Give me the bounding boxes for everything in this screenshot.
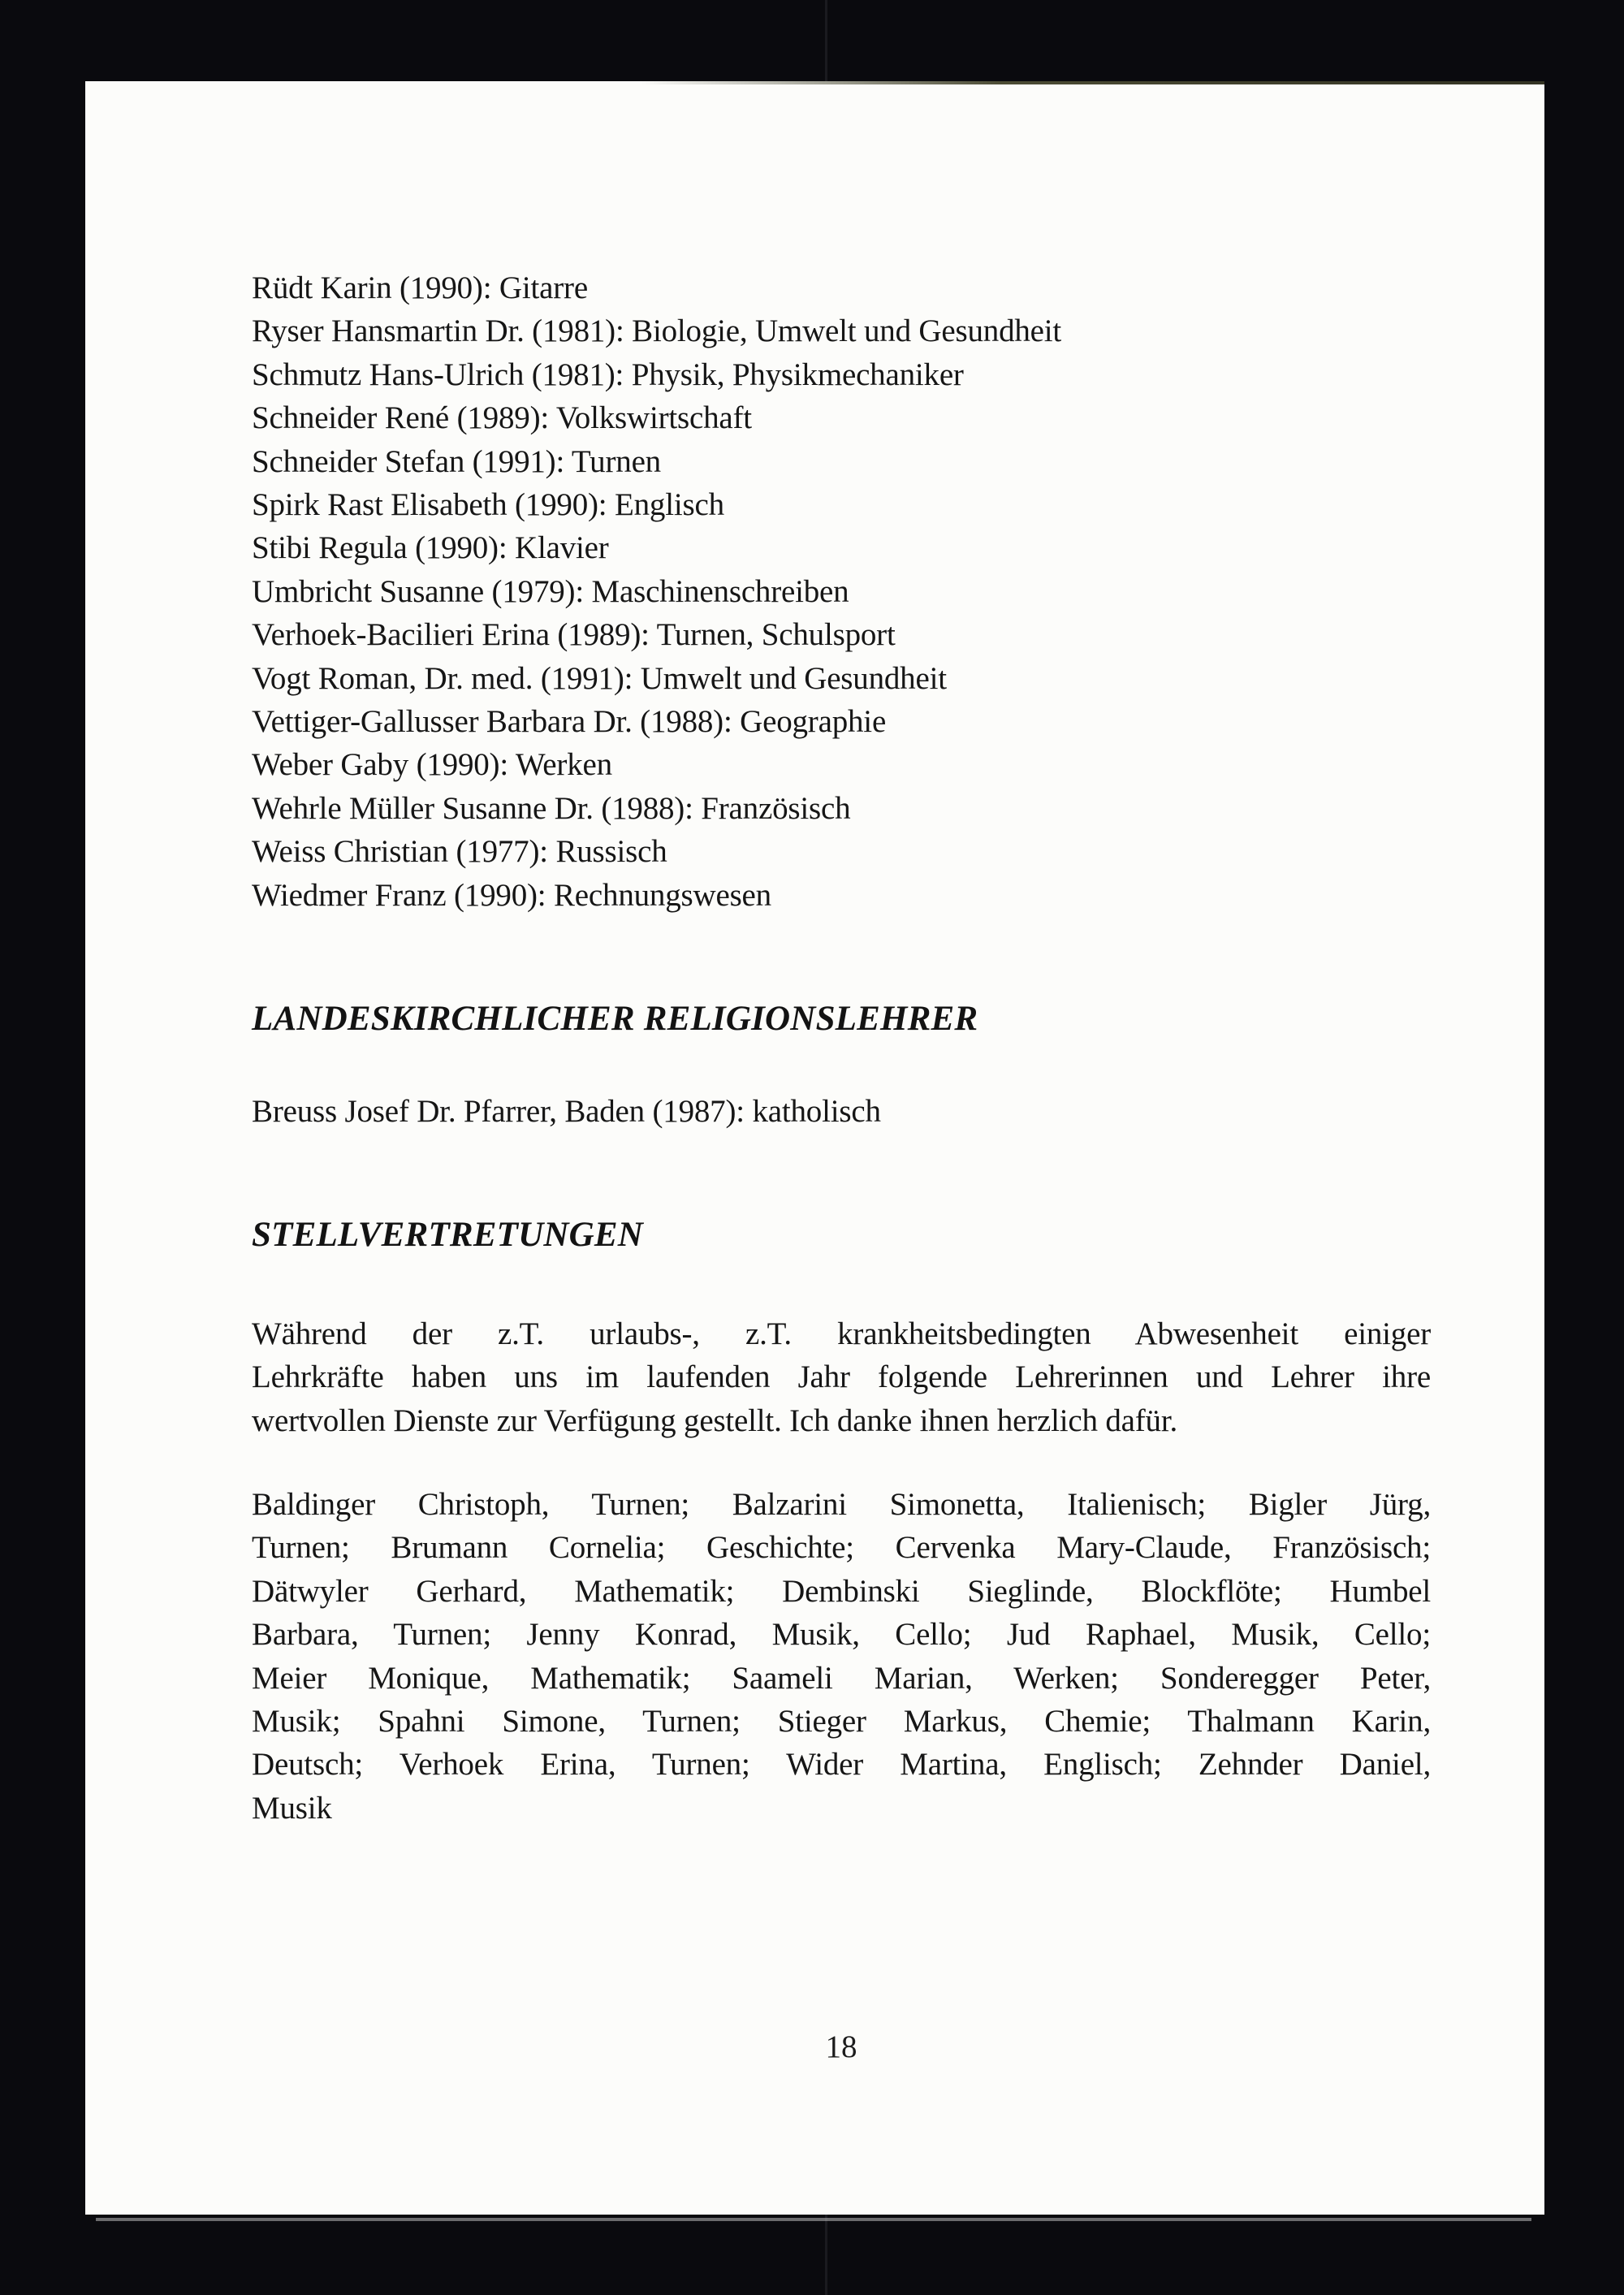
faculty-entry: Wiedmer Franz (1990): Rechnungswesen — [252, 877, 771, 913]
substitution-list-line: Baldinger Christoph, Turnen; Balzarini Simonetta, Italienisch; Bigler Jürg, — [252, 1487, 1431, 1522]
substitution-intro-line: Während der z.T. urlaubs-, z.T. krankheitsbedingten Abwesenheit einiger — [252, 1316, 1431, 1351]
faculty-entry: Rüdt Karin (1990): Gitarre — [252, 270, 588, 305]
faculty-entry: Ryser Hansmartin Dr. (1981): Biologie, Umwelt und Gesundheit — [252, 313, 1062, 349]
substitution-list-line: Barbara, Turnen; Jenny Konrad, Musik, Cello; Jud Raphael, Musik, Cello; — [252, 1617, 1431, 1653]
substitution-list-line: Deutsch; Verhoek Erina, Turnen; Wider Martina, Englisch; Zehnder Daniel, — [252, 1747, 1431, 1783]
faculty-entry: Schmutz Hans-Ulrich (1981): Physik, Physikmechaniker — [252, 357, 964, 392]
substitution-list-line: Turnen; Brumann Cornelia; Geschichte; Cervenka Mary-Claude, Französisch; — [252, 1530, 1431, 1566]
section-heading-stellvertretungen: STELLVERTRETUNGEN — [252, 1216, 644, 1254]
substitution-list-line: Musik — [252, 1790, 332, 1826]
substitution-intro-line: wertvollen Dienste zur Verfügung gestellt. Ich danke ihnen herzlich dafür. — [252, 1402, 1178, 1438]
faculty-entry: Verhoek-Bacilieri Erina (1989): Turnen, Schulsport — [252, 617, 896, 653]
faculty-entry: Umbricht Susanne (1979): Maschinenschreiben — [252, 573, 849, 609]
substitution-intro-line: Lehrkräfte haben uns im laufenden Jahr folgende Lehrerinnen und Lehrer ihre — [252, 1359, 1431, 1395]
section-heading-religionslehrer: LANDESKIRCHLICHER RELIGIONSLEHRER — [252, 1000, 978, 1038]
page-number: 18 — [825, 2029, 857, 2064]
book-spine-crease-bottom — [825, 2214, 827, 2295]
substitution-list-paragraph — [252, 1483, 1431, 1830]
substitution-list-line: Musik; Spahni Simone, Turnen; Stieger Markus, Chemie; Thalmann Karin, — [252, 1704, 1431, 1740]
faculty-entry: Weber Gaby (1990): Werken — [252, 747, 612, 783]
faculty-entry: Schneider Stefan (1991): Turnen — [252, 443, 661, 479]
page-top-edge-shadow — [640, 81, 1544, 84]
substitution-intro-paragraph — [252, 1312, 1431, 1442]
substitution-list-line: Meier Monique, Mathematik; Saameli Marian, Werken; Sonderegger Peter, — [252, 1660, 1431, 1696]
faculty-entry: Vettiger-Gallusser Barbara Dr. (1988): Geographie — [252, 704, 887, 740]
book-spine-crease-top — [825, 0, 827, 82]
faculty-entry: Vogt Roman, Dr. med. (1991): Umwelt und Gesundheit — [252, 660, 947, 696]
faculty-entry: Stibi Regula (1990): Klavier — [252, 530, 609, 566]
substitution-list-line: Dätwyler Gerhard, Mathematik; Dembinski Sieglinde, Blockflöte; Humbel — [252, 1573, 1431, 1609]
faculty-list — [252, 266, 1453, 917]
faculty-entry: Wehrle Müller Susanne Dr. (1988): Französisch — [252, 790, 851, 826]
document-page — [85, 81, 1544, 2215]
faculty-entry: Schneider René (1989): Volkswirtschaft — [252, 400, 752, 436]
faculty-entry: Spirk Rast Elisabeth (1990): Englisch — [252, 487, 724, 523]
faculty-entry: Weiss Christian (1977): Russisch — [252, 834, 667, 870]
page-bottom-edge-shadow — [96, 2218, 1531, 2221]
religionslehrer-entry: Breuss Josef Dr. Pfarrer, Baden (1987): katholisch — [252, 1094, 881, 1129]
